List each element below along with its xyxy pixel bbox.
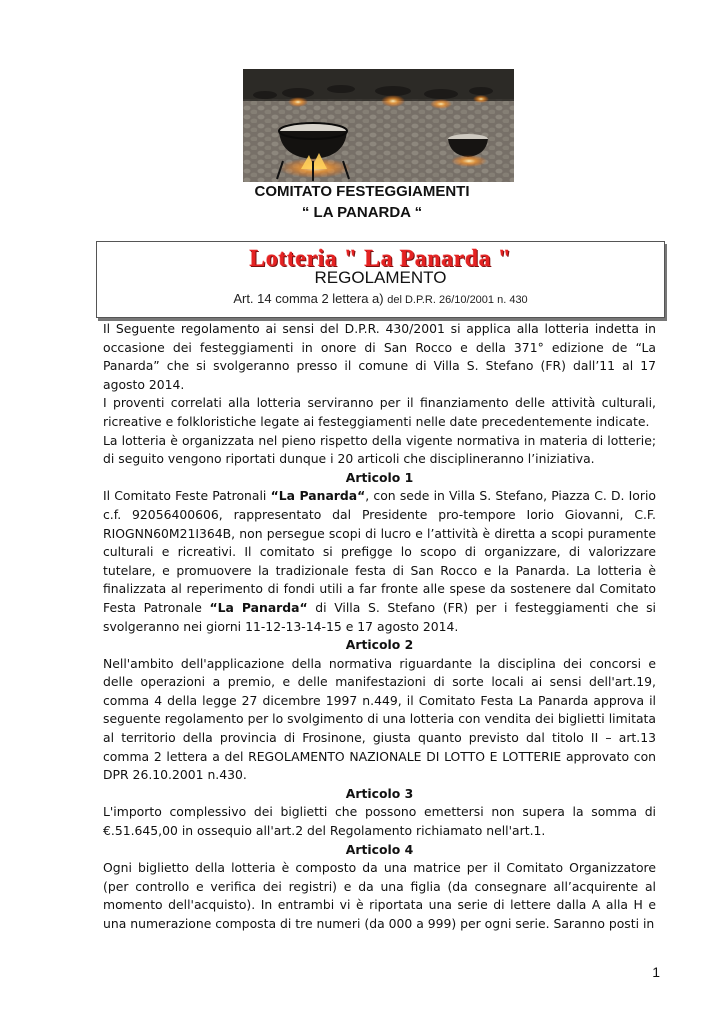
org-subtitle: “ LA PANARDA “ — [301, 204, 423, 221]
bold-name: “La Panarda“ — [270, 488, 366, 504]
article-heading: Articolo 4 — [345, 841, 414, 857]
intro-paragraph: La lotteria è organizzata nel pieno rispetto della vigente normativa in materia di lotterie; di seguito vengono riportati dunque i 20 articoli che disciplineranno l’iniziativa. — [103, 432, 656, 467]
legal-reference — [97, 291, 664, 306]
article-heading: Articolo 1 — [345, 469, 414, 485]
article-heading: Articolo 3 — [345, 785, 414, 801]
article-text: Nell'ambito dell'applicazione della normativa riguardante la disciplina dei concorsi e delle operazioni a premio, e delle manifestazioni di sorte locali ai sensi dell'art.19, comma 4 della legge 27 dicembre 1997 n.449, il Comitato Festa La Panarda approva il seguente regolamento per lo svolgimento di una lotteria con vendita dei biglietti limitata al territorio della provincia di Frosinone, giusta quanto previsto dal titolo II – art.13 comma 2 lettera a del REGOLAMENTO NAZIONALE DI LOTTO E LOTTERIE approvato con DPR 26.10.2001 n.430. — [103, 655, 656, 783]
intro-paragraph: I proventi correlati alla lotteria serviranno per il finanziamento delle attività culturali, ricreative e folkloristiche legate ai festeggiamenti nelle date precedentemente indicate. — [103, 395, 656, 429]
bold-name: “La Panarda“ — [209, 599, 308, 615]
org-name: COMITATO FESTEGGIAMENTI — [254, 183, 470, 200]
header-photo — [243, 69, 514, 182]
title-box — [96, 241, 665, 318]
regulation-body — [103, 320, 656, 934]
article-text: L'importo complessivo dei biglietti che possono emettersi non supera la somma di €.51.645,00 in ossequio all'art.2 del Regolamento richiamato nell'art.1. — [103, 804, 656, 839]
cauldron-fire-photo — [243, 69, 514, 182]
legal-reference-tail: del D.P.R. 26/10/2001 n. 430 — [387, 294, 528, 306]
article-heading: Articolo 2 — [345, 637, 414, 653]
intro-paragraph: Il Seguente regolamento ai sensi del D.P.R. 430/2001 si applica alla lotteria indetta in occasione dei festeggiamenti in onore di San Rocco e della 371° edizione de “La Panarda” che si svolgeranno presso il comune di Villa S. Stefano (FR) dall’11 al 17 agosto 2014. — [103, 321, 656, 392]
article-text: Il Comitato Feste Patronali “La Panarda“, con sede in Villa S. Stefano, Piazza C. D. Iorio c.f. 92056400606, rappresentato dal Presidente pro-tempore Iorio Giovanni, C.F. RIOGNN60M21I364B, non persegue scopi di lucro e l’attività è diretta a scopi puramente culturali e ricreativi. Il comitato si prefigge lo scopo di organizzare, di valorizzare tutelare, e promuovere la tradizionale festa di San Rocco e la Panarda. La lotteria è finalizzata al reperimento di fondi utili a far fronte alle spese da sostenere dal Comitato Festa Patronale “La Panarda“ di Villa S. Stefano (FR) per i festeggiamenti che si svolgeranno nei giorni 11-12-13-14-15 e 17 agosto 2014. — [103, 488, 656, 634]
regulation-heading: REGOLAMENTO — [314, 268, 447, 287]
lottery-title: Lotteria " La Panarda " — [249, 246, 512, 272]
article-text: Ogni biglietto della lotteria è composto da una matrice per il Comitato Organizzatore (per controllo e verifica dei registri) e da una figlia (da consegnare all’acquirente al momento dell'acquisto). In entrambi vi è riportata una serie di lettere dalla A alla H e una numerazione composta di tre numeri (da 000 a 999) per ogni serie. Saranno posti in — [103, 860, 656, 931]
page-number: 1 — [652, 964, 660, 980]
legal-reference-main: Art. 14 comma 2 lettera a) — [233, 291, 384, 306]
